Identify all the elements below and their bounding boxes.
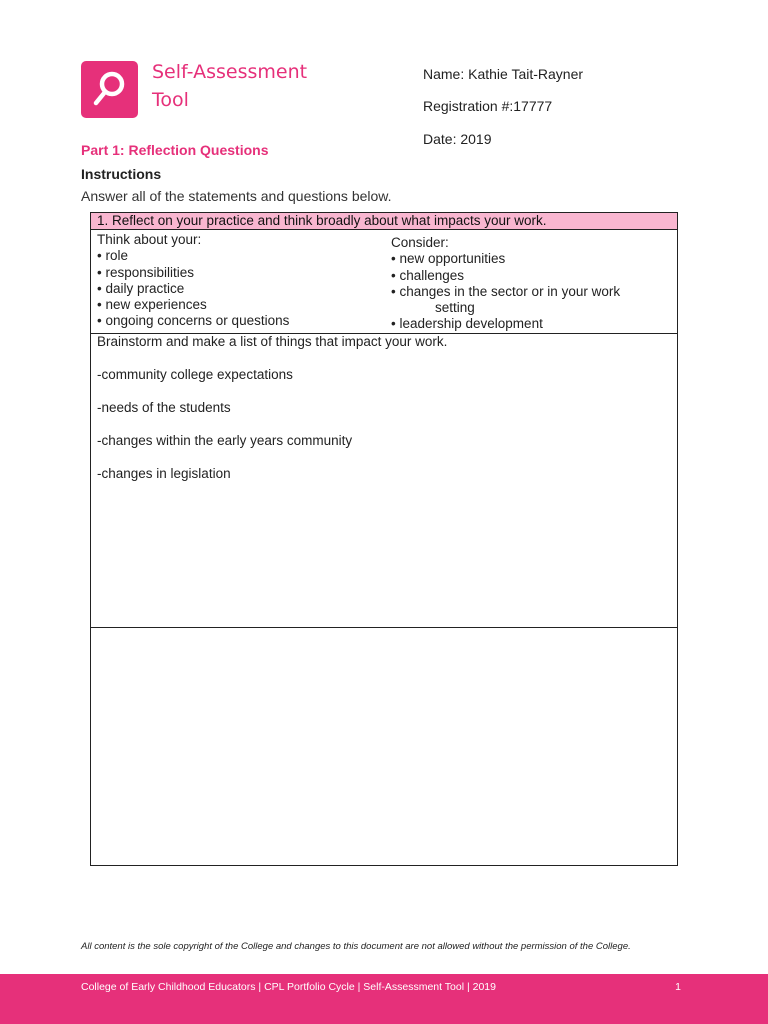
consider-item-continuation: setting [435,300,475,316]
document-title [152,58,352,114]
question-table [90,212,678,866]
page-number: 1 [675,981,681,993]
think-item: • responsibilities [97,264,195,280]
consider-item: • challenges [391,267,465,283]
consider-title: Consider: [391,235,449,250]
consider-item: • leadership development [391,316,543,332]
date-field: Date: 2019 [423,131,492,147]
title-line-1: Self-Assessment [152,61,308,83]
row-divider [91,627,677,628]
think-item: • new experiences [97,297,207,313]
think-item: • ongoing concerns or questions [97,313,290,329]
instructions-heading: Instructions [81,166,162,182]
think-about-list [97,232,377,330]
answer-item: -changes within the early years community [97,433,353,448]
page-footer [0,974,768,1024]
footer-text: College of Early Childhood Educators | CPL Portfolio Cycle | Self-Assessment Tool | 2019 [81,981,496,993]
think-item: • daily practice [97,280,185,296]
magnifier-icon [81,61,138,118]
answer-item: -changes in legislation [97,466,231,481]
think-title: Think about your: [97,232,202,247]
brainstorm-prompt: Brainstorm and make a list of things that impact your work. [97,334,448,349]
consider-item: • changes in the sector or in your work [391,283,621,299]
title-line-2: Tool [152,89,189,111]
consider-list [391,235,671,333]
answer-item: -needs of the students [97,400,231,415]
brainstorm-section [97,334,657,482]
question-header: 1. Reflect on your practice and think broadly about what impacts your work. [91,213,677,230]
registration-field: Registration #:17777 [423,98,553,114]
part-heading: Part 1: Reflection Questions [81,142,269,158]
copyright-notice: All content is the sole copyright of the College and changes to this document are not allowed without the permission of the College. [81,941,631,952]
answer-item: -community college expectations [97,367,293,382]
instructions-text: Answer all of the statements and questions below. [81,188,392,204]
name-field: Name: Kathie Tait-Rayner [423,66,584,82]
consider-item: • new opportunities [391,251,506,267]
think-item: • role [97,248,128,264]
